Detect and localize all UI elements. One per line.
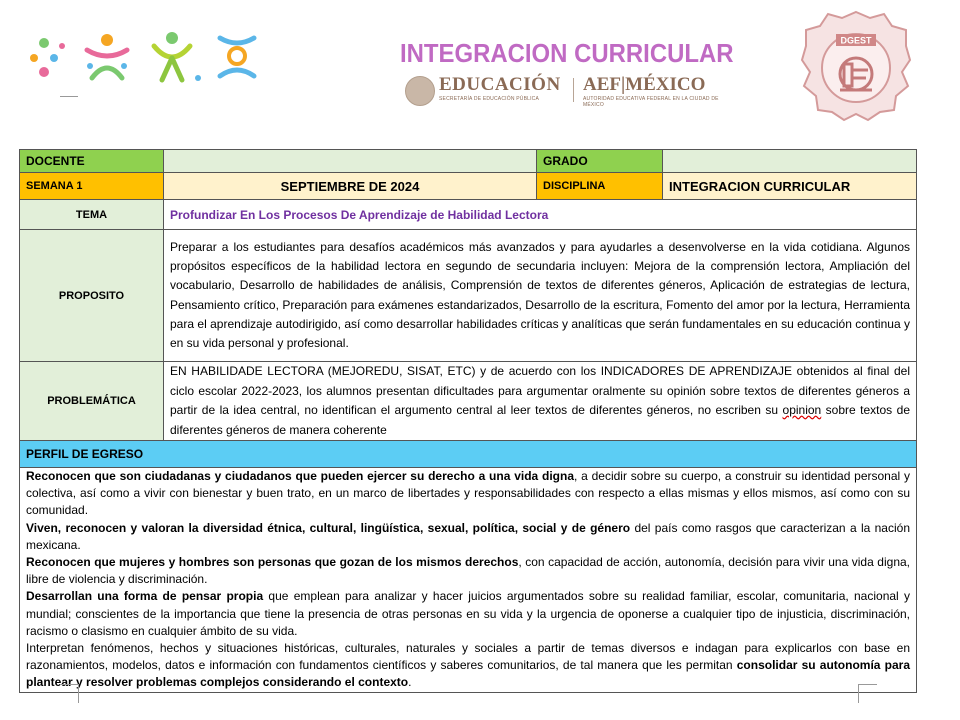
grado-label: GRADO [537,150,663,173]
problematica-text-b: sobre textos de diferentes géneros de manera coherente [170,403,910,437]
row-tema [20,200,917,230]
curricular-table [19,149,917,693]
crop-mark-bottom-left [60,684,79,703]
semana-label: SEMANA 1 [20,173,164,200]
spellcheck-flagged-word: opinion [782,403,822,417]
dgest-badge-text: DGEST [840,35,872,46]
perfil-item-bold: Desarrollan una forma de pensar propia [26,589,264,604]
row-perfil-content [20,468,917,693]
row-perfil-header [20,441,917,468]
row-docente [20,150,917,173]
perfil-item [26,588,910,640]
grado-value [663,150,917,173]
perfil-item [26,520,910,554]
tema-label: TEMA [20,200,164,230]
perfil-item [26,468,910,520]
figure-3-icon [154,32,201,81]
problematica-label: PROBLEMÁTICA [20,362,164,441]
row-proposito [20,230,917,362]
dgest-logo [800,10,912,122]
perfil-content [20,468,917,693]
aef-logo-text: AEF|MÉXICO [583,74,706,95]
figure-4-icon [220,38,254,76]
perfil-item-bold: Reconocen que mujeres y hombres son personas que gozan de los mismos derechos [26,555,519,570]
figure-2-icon [87,34,127,78]
docente-label: DOCENTE [20,150,164,173]
perfil-item-text: Interpretan fenómenos, hechos y situaciones históricas, culturales, naturales y sociales a partir de temas diversos e indagan para explicarlos con base en razonamientos, modelos, datos e información con fundamentos científicos y saberes comunitarios, de tal manera que les permitan [26,641,910,673]
perfil-item-bold: consolidar su autonomía para plantear y resolver problemas complejos considerando el contexto [26,658,910,690]
fecha-value: SEPTIEMBRE DE 2024 [164,173,537,200]
problematica-value [164,362,917,441]
crop-mark-bottom-right [858,684,877,703]
perfil-item-bold: Viven, reconocen y valoran la diversidad étnica, cultural, lingüística, sexual, política, social y de género [26,520,631,535]
crop-mark-top-left [60,78,78,97]
docente-value [164,150,537,173]
mexico-seal-icon [405,76,435,106]
logo-divider [573,78,574,102]
perfil-item [26,640,910,692]
perfil-item-text: del país como rasgos que caracterizan a la nación mexicana. [26,520,910,552]
page-title: INTEGRACION CURRICULAR [400,38,734,68]
perfil-item-bold: Reconocen que son ciudadanas y ciudadanos que pueden ejercer su derecho a una vida digna [26,469,575,483]
proposito-value: Preparar a los estudiantes para desafíos académicos más avanzados y para ayudarles a desenvolverse en la vida cotidiana. Algunos propósitos específicos de la habilidad lectora en segundo de secundaria incluyen: Mejora de la comprensión lectora, Ampliación del vocabulario, Desarrollo de habilidades de análisis, Comprensión de textos de diferentes géneros, Aplicación de estrategias de lectura, Pensamiento crítico, Preparación para exámenes estandarizados, Desarrollo de la escritura, Fomento del amor por la lectura, Herramienta para el aprendizaje autodirigido, así como desarrollar habilidades críticas y analíticas que serán fundamentales en su educación continua y en su vida personal y profesional. [164,230,917,362]
aef-logo-subtext: AUTORIDAD EDUCATIVA FEDERAL EN LA CIUDAD DE MÉXICO [583,96,719,108]
disciplina-label: DISCIPLINA [537,173,663,200]
row-semana [20,173,917,200]
perfil-label: PERFIL DE EGRESO [20,441,917,468]
proposito-label: PROPOSITO [20,230,164,362]
educacion-logo-text: EDUCACIÓN [439,74,561,95]
disciplina-value: INTEGRACION CURRICULAR [663,173,917,200]
problematica-text-a: EN HABILIDADE LECTORA (MEJOREDU, SISAT, ETC) y de acuerdo con los INDICADORES DE APRENDIZAJE obtenidos al final del ciclo escolar 2022-2023, los alumnos presentan dificultades para argumentar oralmente su opinión sobre textos de diferentes géneros a partir de la idea central, no identifican el argumento central al leer textos de diferentes géneros, no escriben su [170,364,910,417]
row-problematica [20,362,917,441]
perfil-item [26,554,910,588]
perfil-item-text: . [408,675,412,690]
figure-1-icon [30,38,65,77]
perfil-item-text: , con capacidad de acción, autonomía, decisión para vivir una vida digna, libre de violencia y discriminación. [26,555,911,587]
government-logos [405,74,735,108]
educacion-logo-subtext: SECRETARÍA DE EDUCACIÓN PÚBLICA [439,96,540,102]
perfil-item-text: , a decidir sobre su cuerpo, a construir su identidad personal y colectiva, así como a vivir con bienestar y buen trato, en un marco de libertades y responsabilidades con respecto a ellas mismas y ellos mismos, así como con su comunidad. [26,469,910,518]
tema-value: Profundizar En Los Procesos De Aprendizaje de Habilidad Lectora [164,200,917,230]
perfil-item-text: que emplean para analizar y hacer juicios argumentados sobre su realidad familiar, escolar, comunitaria, nacional y mundial; conscientes de la importancia que tiene la presencia de otras personas en su vida y la urgencia de oponerse a cualquier tipo de injusticia, discriminación, racismo o clasismo en cualquier ámbito de su vida. [26,589,910,638]
